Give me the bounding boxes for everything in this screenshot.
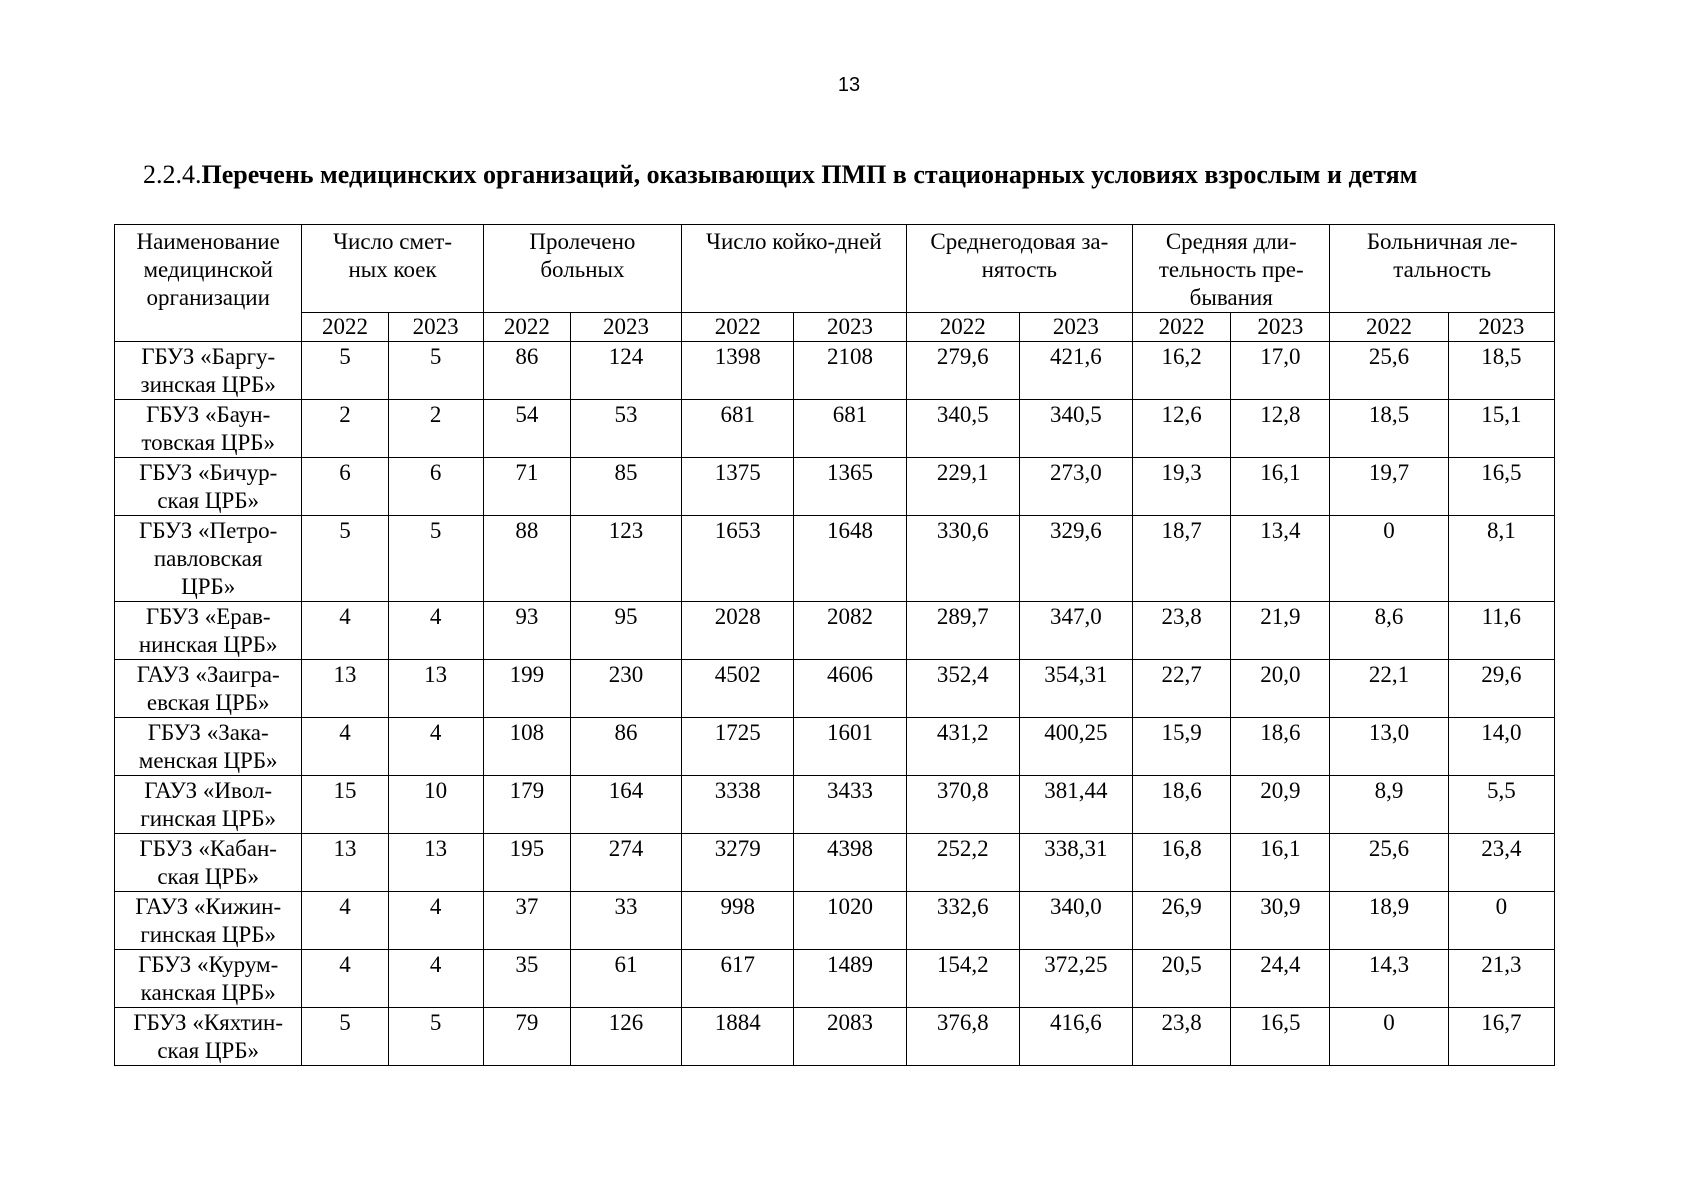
value-cell: 4	[388, 718, 483, 776]
value-cell: 4	[302, 718, 388, 776]
value-cell: 19,3	[1133, 458, 1231, 516]
value-cell: 416,6	[1019, 1008, 1132, 1066]
value-cell: 15,9	[1133, 718, 1231, 776]
value-cell: 18,5	[1448, 342, 1554, 400]
value-cell: 85	[570, 458, 681, 516]
value-cell: 400,25	[1019, 718, 1132, 776]
value-cell: 16,5	[1448, 458, 1554, 516]
value-cell: 18,6	[1133, 776, 1231, 834]
value-cell: 26,9	[1133, 892, 1231, 950]
value-cell: 199	[483, 660, 570, 718]
value-cell: 10	[388, 776, 483, 834]
value-cell: 23,4	[1448, 834, 1554, 892]
value-cell: 15,1	[1448, 400, 1554, 458]
org-name-header: Наименование медицинской организации	[115, 225, 302, 342]
value-cell: 6	[388, 458, 483, 516]
value-cell: 252,2	[906, 834, 1019, 892]
table-row	[115, 892, 1555, 950]
beds-header: Число смет- ных коек	[302, 225, 483, 313]
value-cell: 17,0	[1231, 342, 1330, 400]
value-cell: 352,4	[906, 660, 1019, 718]
value-cell: 2083	[794, 1008, 906, 1066]
value-cell: 23,8	[1133, 602, 1231, 660]
value-cell: 13	[302, 660, 388, 718]
value-cell: 5	[388, 342, 483, 400]
year-header: 2022	[302, 313, 388, 342]
table-row	[115, 660, 1555, 718]
value-cell: 18,6	[1231, 718, 1330, 776]
value-cell: 5	[302, 516, 388, 602]
value-cell: 340,0	[1019, 892, 1132, 950]
value-cell: 1725	[682, 718, 794, 776]
value-cell: 2	[388, 400, 483, 458]
org-name-cell: ГБУЗ «Зака- менская ЦРБ»	[115, 718, 302, 776]
org-name-cell: ГАУЗ «Ивол- гинская ЦРБ»	[115, 776, 302, 834]
value-cell: 2108	[794, 342, 906, 400]
avg-stay-header: Средняя дли- тельность пре- бывания	[1133, 225, 1330, 313]
value-cell: 37	[483, 892, 570, 950]
value-cell: 1648	[794, 516, 906, 602]
table-row	[115, 776, 1555, 834]
table-row	[115, 1008, 1555, 1066]
value-cell: 154,2	[906, 950, 1019, 1008]
value-cell: 1884	[682, 1008, 794, 1066]
value-cell: 11,6	[1448, 602, 1554, 660]
value-cell: 4	[302, 602, 388, 660]
value-cell: 4	[302, 892, 388, 950]
value-cell: 13,4	[1231, 516, 1330, 602]
value-cell: 347,0	[1019, 602, 1132, 660]
value-cell: 8,1	[1448, 516, 1554, 602]
value-cell: 4	[388, 602, 483, 660]
value-cell: 21,9	[1231, 602, 1330, 660]
mortality-header: Больничная ле- тальность	[1330, 225, 1555, 313]
value-cell: 2028	[682, 602, 794, 660]
value-cell: 329,6	[1019, 516, 1132, 602]
bed-days-header: Число койко-дней	[682, 225, 906, 313]
value-cell: 86	[570, 718, 681, 776]
value-cell: 4	[388, 892, 483, 950]
table-row	[115, 342, 1555, 400]
value-cell: 13	[388, 834, 483, 892]
value-cell: 5,5	[1448, 776, 1554, 834]
value-cell: 681	[794, 400, 906, 458]
year-header: 2023	[1448, 313, 1554, 342]
value-cell: 5	[302, 342, 388, 400]
value-cell: 33	[570, 892, 681, 950]
value-cell: 13,0	[1330, 718, 1448, 776]
value-cell: 376,8	[906, 1008, 1019, 1066]
value-cell: 4398	[794, 834, 906, 892]
value-cell: 22,7	[1133, 660, 1231, 718]
value-cell: 5	[302, 1008, 388, 1066]
value-cell: 123	[570, 516, 681, 602]
value-cell: 274	[570, 834, 681, 892]
section-number: 2.2.4.	[143, 160, 202, 189]
treated-header: Пролечено больных	[483, 225, 681, 313]
value-cell: 4606	[794, 660, 906, 718]
value-cell: 3338	[682, 776, 794, 834]
value-cell: 279,6	[906, 342, 1019, 400]
table-row	[115, 516, 1555, 602]
value-cell: 53	[570, 400, 681, 458]
section-title: Перечень медицинских организаций, оказывающих ПМП в стационарных условиях взрослым и детям	[201, 160, 1418, 189]
value-cell: 16,2	[1133, 342, 1231, 400]
org-name-cell: ГАУЗ «Кижин- гинская ЦРБ»	[115, 892, 302, 950]
hospitals-table	[114, 224, 1555, 1066]
value-cell: 2	[302, 400, 388, 458]
value-cell: 230	[570, 660, 681, 718]
year-header: 2023	[1019, 313, 1132, 342]
value-cell: 95	[570, 602, 681, 660]
value-cell: 8,9	[1330, 776, 1448, 834]
value-cell: 370,8	[906, 776, 1019, 834]
value-cell: 164	[570, 776, 681, 834]
value-cell: 20,9	[1231, 776, 1330, 834]
value-cell: 372,25	[1019, 950, 1132, 1008]
header-row	[115, 225, 1555, 313]
value-cell: 108	[483, 718, 570, 776]
value-cell: 18,9	[1330, 892, 1448, 950]
value-cell: 25,6	[1330, 834, 1448, 892]
value-cell: 16,7	[1448, 1008, 1554, 1066]
year-header: 2022	[906, 313, 1019, 342]
year-header: 2023	[794, 313, 906, 342]
value-cell: 289,7	[906, 602, 1019, 660]
value-cell: 12,8	[1231, 400, 1330, 458]
value-cell: 14,0	[1448, 718, 1554, 776]
year-header: 2022	[682, 313, 794, 342]
value-cell: 14,3	[1330, 950, 1448, 1008]
value-cell: 354,31	[1019, 660, 1132, 718]
value-cell: 13	[302, 834, 388, 892]
value-cell: 15	[302, 776, 388, 834]
value-cell: 18,5	[1330, 400, 1448, 458]
value-cell: 71	[483, 458, 570, 516]
table-row	[115, 834, 1555, 892]
value-cell: 4	[302, 950, 388, 1008]
value-cell: 86	[483, 342, 570, 400]
page-number: 13	[837, 74, 861, 96]
value-cell: 998	[682, 892, 794, 950]
value-cell: 338,31	[1019, 834, 1132, 892]
org-name-cell: ГБУЗ «Петро- павловская ЦРБ»	[115, 516, 302, 602]
value-cell: 18,7	[1133, 516, 1231, 602]
value-cell: 54	[483, 400, 570, 458]
value-cell: 1375	[682, 458, 794, 516]
org-name-cell: ГБУЗ «Ерав- нинская ЦРБ»	[115, 602, 302, 660]
value-cell: 19,7	[1330, 458, 1448, 516]
value-cell: 20,0	[1231, 660, 1330, 718]
occupancy-header: Среднегодовая за- нятость	[906, 225, 1132, 313]
value-cell: 22,1	[1330, 660, 1448, 718]
value-cell: 20,5	[1133, 950, 1231, 1008]
value-cell: 1020	[794, 892, 906, 950]
value-cell: 24,4	[1231, 950, 1330, 1008]
value-cell: 5	[388, 1008, 483, 1066]
org-name-cell: ГБУЗ «Курум- канская ЦРБ»	[115, 950, 302, 1008]
value-cell: 0	[1448, 892, 1554, 950]
value-cell: 30,9	[1231, 892, 1330, 950]
value-cell: 16,1	[1231, 458, 1330, 516]
org-name-cell: ГБУЗ «Баргу- зинская ЦРБ»	[115, 342, 302, 400]
value-cell: 25,6	[1330, 342, 1448, 400]
value-cell: 1365	[794, 458, 906, 516]
table-row	[115, 602, 1555, 660]
value-cell: 13	[388, 660, 483, 718]
value-cell: 1489	[794, 950, 906, 1008]
table-row	[115, 718, 1555, 776]
year-header: 2023	[570, 313, 681, 342]
value-cell: 1601	[794, 718, 906, 776]
value-cell: 124	[570, 342, 681, 400]
org-name-cell: ГБУЗ «Бичур- ская ЦРБ»	[115, 458, 302, 516]
value-cell: 4	[388, 950, 483, 1008]
value-cell: 79	[483, 1008, 570, 1066]
value-cell: 340,5	[906, 400, 1019, 458]
value-cell: 332,6	[906, 892, 1019, 950]
table-row	[115, 400, 1555, 458]
value-cell: 431,2	[906, 718, 1019, 776]
value-cell: 61	[570, 950, 681, 1008]
value-cell: 229,1	[906, 458, 1019, 516]
table-row	[115, 950, 1555, 1008]
org-name-cell: ГБУЗ «Баун- товская ЦРБ»	[115, 400, 302, 458]
value-cell: 16,1	[1231, 834, 1330, 892]
section-heading	[143, 160, 1417, 190]
value-cell: 1398	[682, 342, 794, 400]
value-cell: 273,0	[1019, 458, 1132, 516]
value-cell: 6	[302, 458, 388, 516]
value-cell: 16,8	[1133, 834, 1231, 892]
year-header: 2022	[483, 313, 570, 342]
value-cell: 381,44	[1019, 776, 1132, 834]
value-cell: 126	[570, 1008, 681, 1066]
value-cell: 330,6	[906, 516, 1019, 602]
org-name-cell: ГБУЗ «Кабан- ская ЦРБ»	[115, 834, 302, 892]
year-header-row	[115, 313, 1555, 342]
value-cell: 421,6	[1019, 342, 1132, 400]
year-header: 2023	[1231, 313, 1330, 342]
value-cell: 35	[483, 950, 570, 1008]
value-cell: 21,3	[1448, 950, 1554, 1008]
value-cell: 195	[483, 834, 570, 892]
org-name-cell: ГАУЗ «Заигра- евская ЦРБ»	[115, 660, 302, 718]
value-cell: 23,8	[1133, 1008, 1231, 1066]
table-row	[115, 458, 1555, 516]
value-cell: 88	[483, 516, 570, 602]
value-cell: 0	[1330, 516, 1448, 602]
value-cell: 617	[682, 950, 794, 1008]
value-cell: 681	[682, 400, 794, 458]
value-cell: 4502	[682, 660, 794, 718]
value-cell: 29,6	[1448, 660, 1554, 718]
value-cell: 8,6	[1330, 602, 1448, 660]
value-cell: 340,5	[1019, 400, 1132, 458]
year-header: 2022	[1330, 313, 1448, 342]
value-cell: 2082	[794, 602, 906, 660]
value-cell: 16,5	[1231, 1008, 1330, 1066]
year-header: 2022	[1133, 313, 1231, 342]
value-cell: 1653	[682, 516, 794, 602]
value-cell: 179	[483, 776, 570, 834]
value-cell: 0	[1330, 1008, 1448, 1066]
value-cell: 3433	[794, 776, 906, 834]
value-cell: 93	[483, 602, 570, 660]
org-name-cell: ГБУЗ «Кяхтин- ская ЦРБ»	[115, 1008, 302, 1066]
value-cell: 5	[388, 516, 483, 602]
year-header: 2023	[388, 313, 483, 342]
value-cell: 12,6	[1133, 400, 1231, 458]
value-cell: 3279	[682, 834, 794, 892]
